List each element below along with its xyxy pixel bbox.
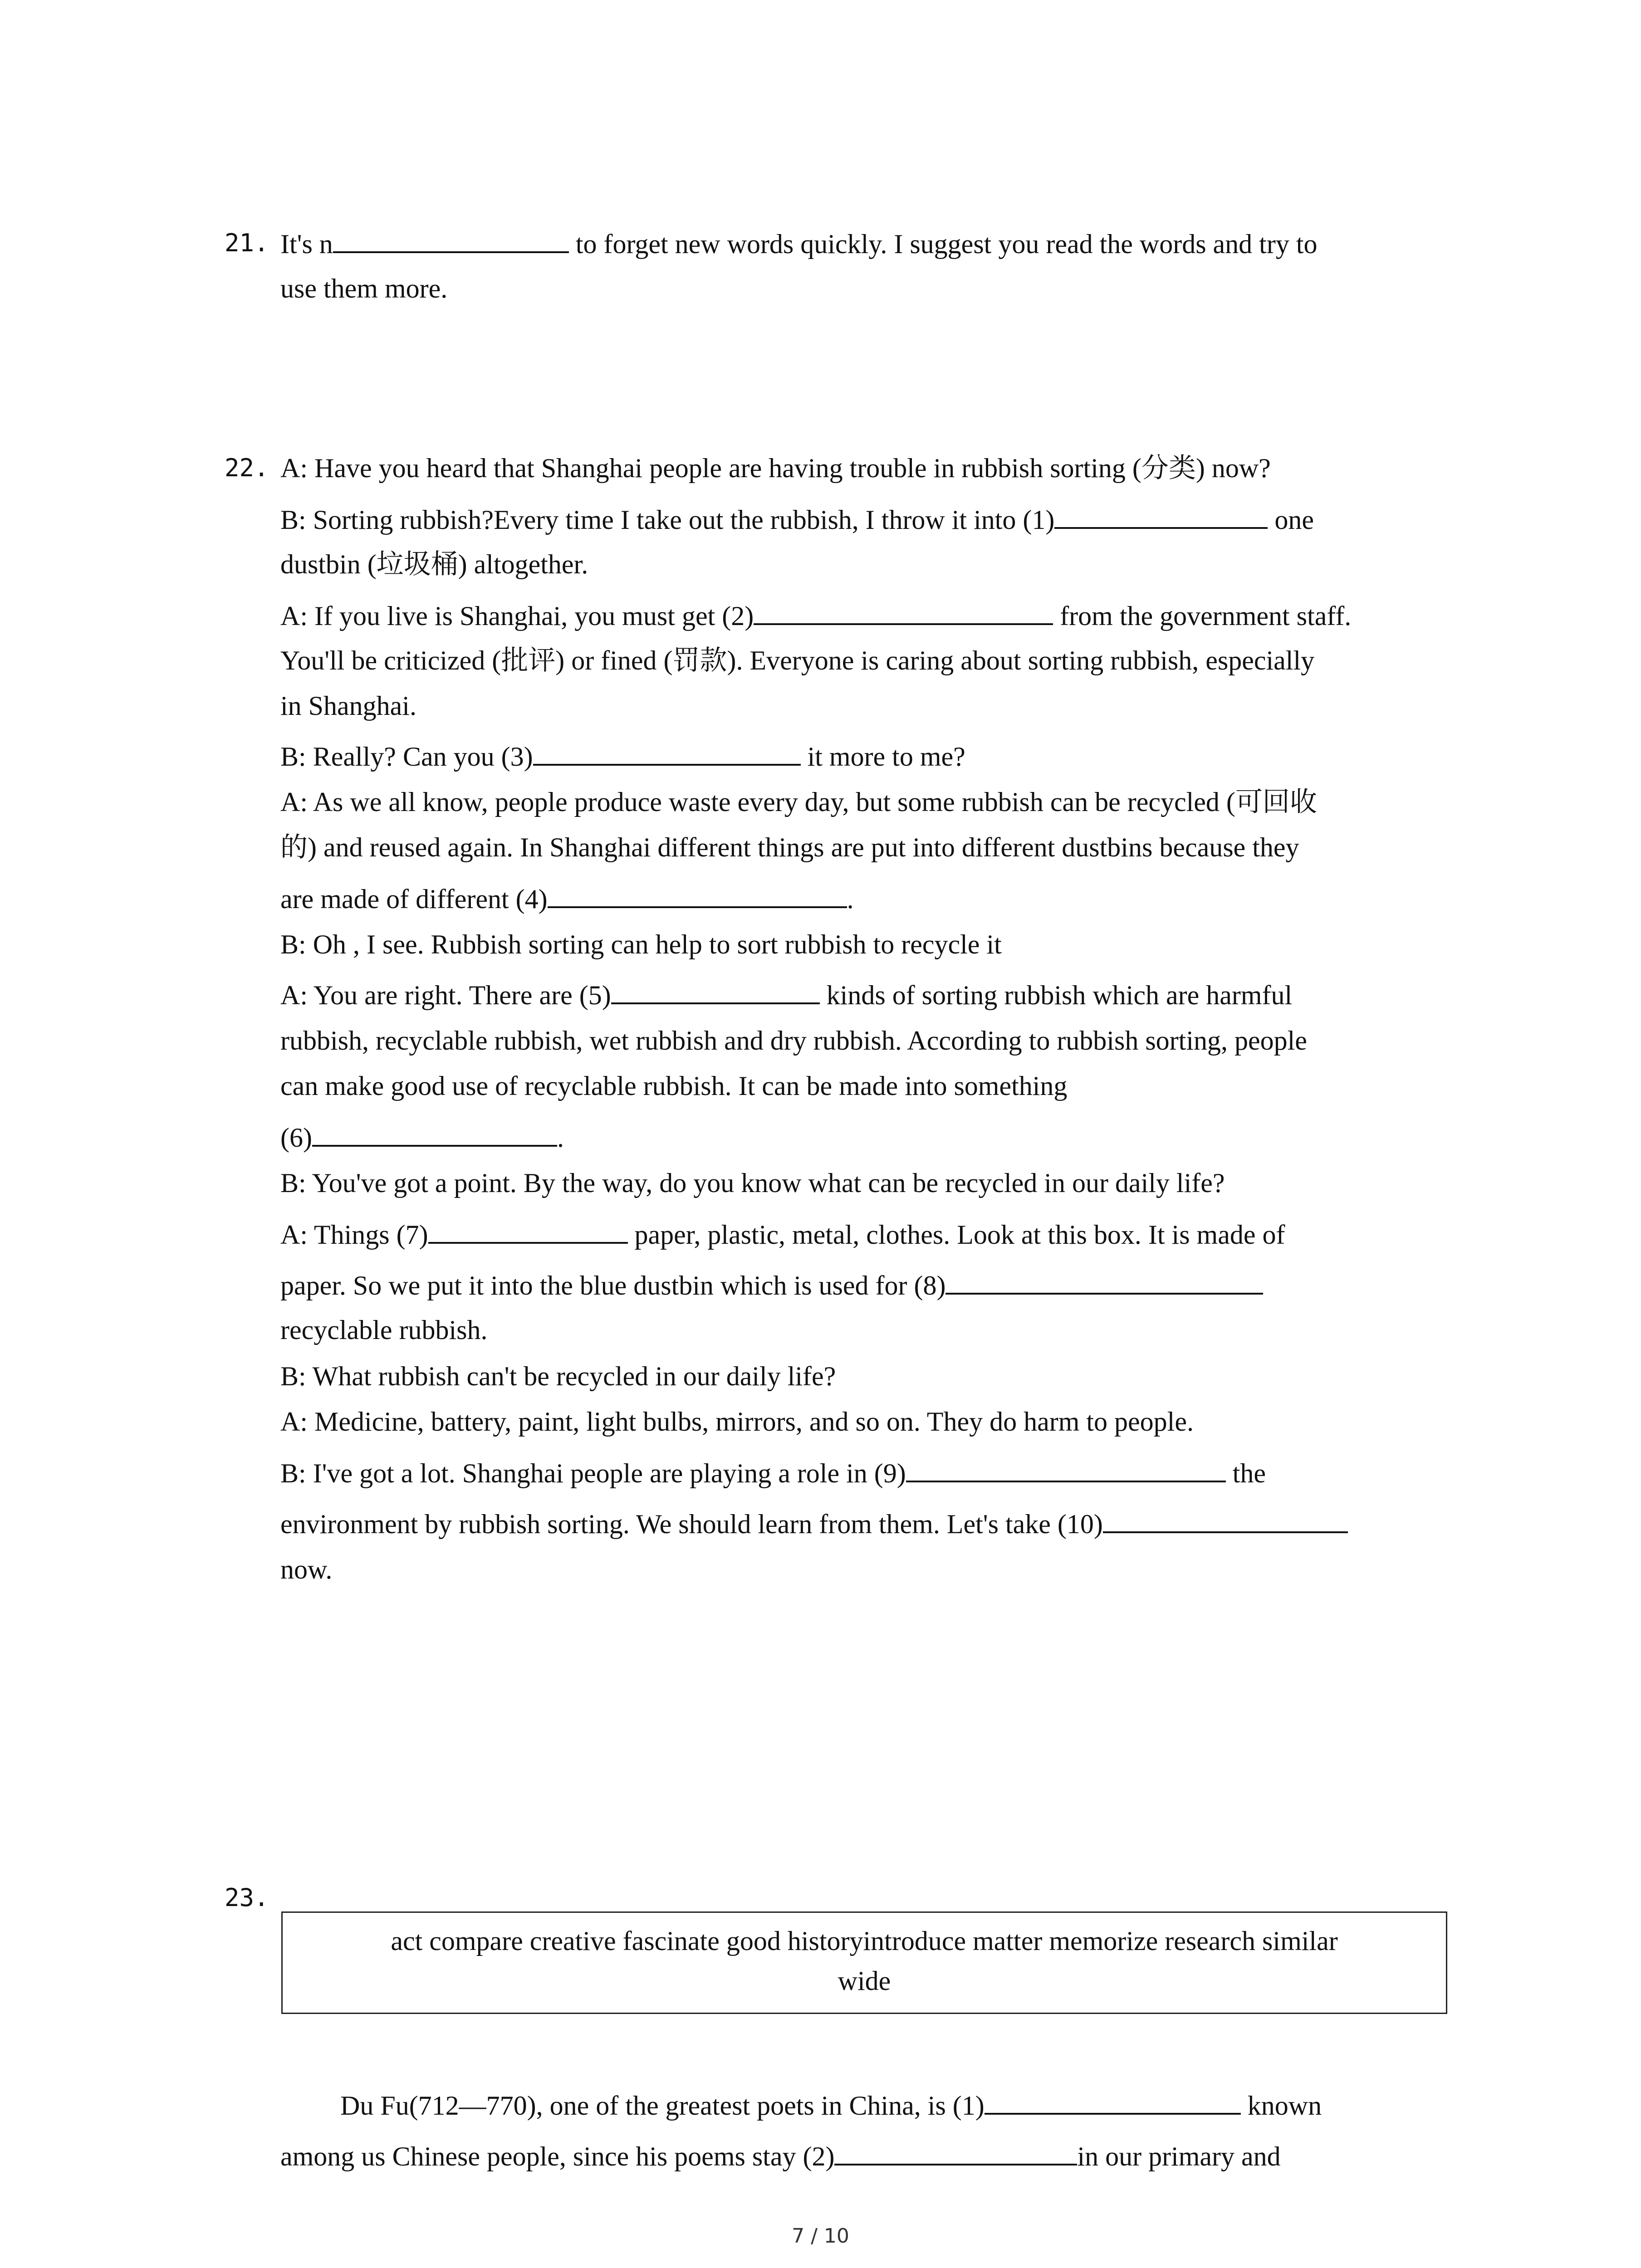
dialogue-line — [280, 882, 854, 915]
passage-fragment: among us Chinese people, since his poems stay (2) — [280, 2141, 835, 2171]
dialogue-fragment: it more to me? — [800, 742, 965, 772]
dialogue-fragment: the — [1225, 1458, 1266, 1488]
dialogue-line: now. — [280, 1554, 333, 1584]
answer-blank-4[interactable] — [548, 882, 847, 908]
dialogue-line — [280, 739, 965, 773]
dialogue-line: 的) and reused again. In Shanghai different things are put into different dustbins because they — [280, 832, 1299, 862]
dialogue-fragment: paper, plastic, metal, clothes. Look at this box. It is made of — [627, 1220, 1285, 1250]
dialogue-line: A: Medicine, battery, paint, light bulbs, mirrors, and so on. They do harm to people. — [280, 1407, 1194, 1437]
answer-blank-8[interactable] — [945, 1268, 1263, 1295]
dialogue-line: B: Oh , I see. Rubbish sorting can help to sort rubbish to recycle it — [280, 929, 1002, 959]
dialogue-line: dustbin (垃圾桶) altogether. — [280, 549, 588, 579]
dialogue-fragment: B: Really? Can you (3) — [280, 742, 533, 772]
question-text-fragment: It's n — [280, 229, 333, 259]
dialogue-fragment: A: Things (7) — [280, 1220, 428, 1250]
dialogue-line: recyclable rubbish. — [280, 1315, 488, 1345]
answer-blank-10[interactable] — [1103, 1507, 1348, 1533]
answer-blank-2[interactable] — [834, 2139, 1077, 2165]
dialogue-line — [280, 1217, 1285, 1251]
answer-blank-1[interactable] — [1054, 503, 1268, 529]
dialogue-line — [280, 1507, 1348, 1540]
dialogue-line — [280, 978, 1292, 1012]
dialogue-fragment: paper. So we put it into the blue dustbin which is used for (8) — [280, 1271, 946, 1300]
dialogue-line — [280, 1268, 1263, 1302]
dialogue-line — [280, 503, 1314, 536]
dialogue-fragment: B: I've got a lot. Shanghai people are playing a role in (9) — [280, 1458, 906, 1488]
dialogue-line: in Shanghai. — [280, 691, 416, 721]
dialogue-line — [280, 1456, 1266, 1490]
answer-blank[interactable] — [333, 227, 569, 253]
dialogue-line: A: Have you heard that Shanghai people are having trouble in rubbish sorting (分类) now? — [280, 453, 1271, 483]
dialogue-fragment: one — [1268, 505, 1314, 535]
word-bank-box — [281, 1911, 1447, 2014]
passage-fragment: in our primary and — [1077, 2141, 1281, 2171]
dialogue-line: B: What rubbish can't be recycled in our daily life? — [280, 1361, 836, 1391]
dialogue-line: B: You've got a point. By the way, do you know what can be recycled in our daily life? — [280, 1168, 1225, 1198]
dialogue-fragment: (6) — [280, 1123, 312, 1153]
word-bank-line: wide — [838, 1966, 891, 1996]
question-number: 22. — [225, 454, 269, 482]
page-number: 7 / 10 — [792, 2224, 849, 2248]
dialogue-fragment: . — [847, 884, 854, 914]
dialogue-fragment: . — [557, 1123, 564, 1153]
passage-fragment: known — [1240, 2091, 1322, 2121]
passage-line — [280, 2139, 1281, 2173]
answer-blank-6[interactable] — [312, 1120, 557, 1147]
word-bank-line: act compare creative fascinate good historyintroduce matter memorize research similar — [391, 1926, 1338, 1956]
dialogue-line: rubbish, recyclable rubbish, wet rubbish and dry rubbish. According to rubbish sorting, people — [280, 1026, 1307, 1056]
question-text — [280, 227, 1318, 260]
answer-blank-1[interactable] — [985, 2088, 1241, 2115]
dialogue-fragment: from the government staff. — [1053, 601, 1352, 631]
dialogue-fragment: B: Sorting rubbish?Every time I take out the rubbish, I throw it into (1) — [280, 505, 1055, 535]
question-text: use them more. — [280, 274, 448, 303]
answer-blank-9[interactable] — [906, 1456, 1226, 1482]
question-number: 21. — [225, 229, 269, 257]
dialogue-line: You'll be criticized (批评) or fined (罚款). Everyone is caring about sorting rubbish, especially — [280, 645, 1315, 675]
dialogue-line: A: As we all know, people produce waste every day, but some rubbish can be recycled (可回收 — [280, 787, 1317, 817]
dialogue-line: can make good use of recyclable rubbish. It can be made into something — [280, 1071, 1068, 1101]
dialogue-fragment: kinds of sorting rubbish which are harmful — [819, 980, 1293, 1010]
answer-blank-3[interactable] — [533, 739, 801, 766]
answer-blank-7[interactable] — [428, 1217, 628, 1244]
dialogue-line — [280, 1120, 564, 1154]
passage-line — [340, 2088, 1322, 2122]
dialogue-fragment: environment by rubbish sorting. We should learn from them. Let's take (10) — [280, 1509, 1103, 1539]
dialogue-fragment: are made of different (4) — [280, 884, 548, 914]
dialogue-fragment: A: You are right. There are (5) — [280, 980, 611, 1010]
answer-blank-2[interactable] — [754, 599, 1053, 625]
dialogue-fragment: A: If you live is Shanghai, you must get (2) — [280, 601, 754, 631]
question-number: 23. — [225, 1883, 269, 1912]
dialogue-line — [280, 599, 1351, 632]
passage-fragment: Du Fu(712—770), one of the greatest poets in China, is (1) — [340, 2091, 985, 2121]
question-text-fragment: to forget new words quickly. I suggest you read the words and try to — [568, 229, 1318, 259]
answer-blank-5[interactable] — [611, 978, 820, 1004]
